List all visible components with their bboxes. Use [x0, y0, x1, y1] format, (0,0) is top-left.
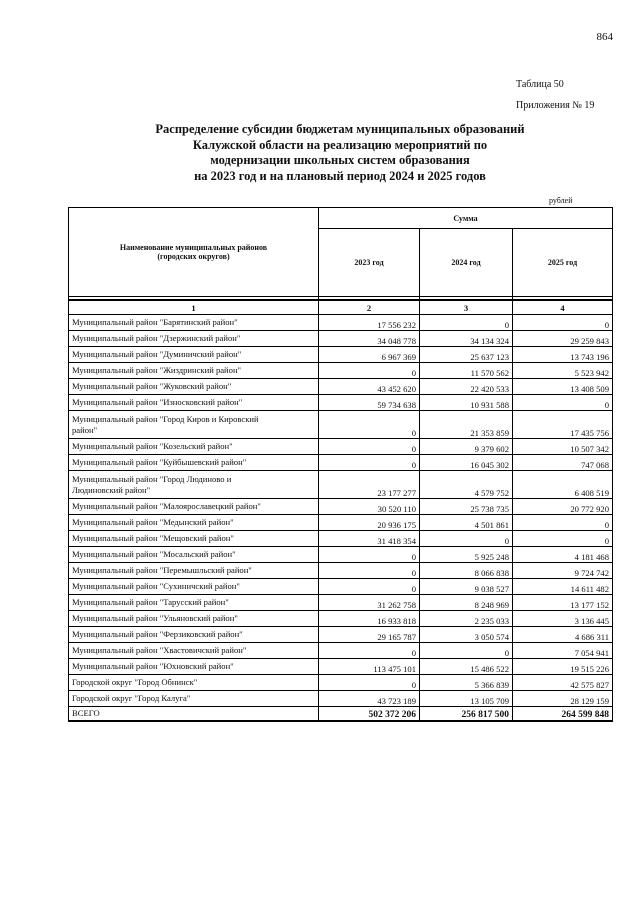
table-row [69, 611, 613, 627]
table-row [69, 363, 613, 379]
municipality-name-line: Муниципальный район "Думиничский район" [72, 349, 242, 359]
title-line: на 2023 год и на плановый период 2024 и 2025 годов [194, 168, 486, 183]
amount-2024: 2 235 033 [420, 611, 513, 627]
total-label: ВСЕГО [69, 707, 319, 722]
municipality-name [69, 659, 319, 675]
table-row [69, 595, 613, 611]
header-year-2023: 2023 год [319, 229, 420, 297]
amount-2023: 30 520 110 [319, 499, 420, 515]
amount-2023: 0 [319, 563, 420, 579]
amount-2025: 3 136 445 [513, 611, 613, 627]
amount-2024: 0 [420, 531, 513, 547]
amount-2025: 20 772 920 [513, 499, 613, 515]
amount-2025: 747 068 [513, 455, 613, 471]
title-line: Калужской области на реализацию мероприятий по [192, 137, 488, 152]
table-row [69, 627, 613, 643]
amount-2024: 13 105 709 [420, 691, 513, 707]
municipality-name-line: Муниципальный район "Тарусский район" [72, 597, 229, 607]
table-row [69, 643, 613, 659]
municipality-name-line: Муниципальный район "Сухиничский район" [72, 581, 240, 591]
header-line: (городских округов) [157, 252, 230, 261]
municipality-name [69, 515, 319, 531]
municipality-name-line: Муниципальный район "Город Киров и Кировский [72, 413, 259, 424]
header-year-2025: 2025 год [513, 229, 613, 297]
amount-2025: 0 [513, 515, 613, 531]
table-row [69, 675, 613, 691]
municipality-name-line: Муниципальный район "Дзержинский район" [72, 333, 241, 343]
amount-2023: 59 734 638 [319, 395, 420, 411]
amount-2023: 29 165 787 [319, 627, 420, 643]
table-row [69, 315, 613, 331]
municipality-name [69, 675, 319, 691]
units-label: рублей [549, 196, 573, 205]
amount-2025: 29 259 843 [513, 331, 613, 347]
amount-2025: 13 408 509 [513, 379, 613, 395]
total-row [69, 707, 613, 722]
municipality-name [69, 595, 319, 611]
page-number: 864 [596, 31, 613, 43]
municipality-name-line: Муниципальный район "Юхновский район" [72, 661, 234, 671]
table-row [69, 515, 613, 531]
amount-2023: 43 723 189 [319, 691, 420, 707]
municipality-name-line: Муниципальный район "Медынский район" [72, 517, 234, 527]
amount-2025: 14 611 482 [513, 579, 613, 595]
table-row [69, 395, 613, 411]
amount-2025: 28 129 159 [513, 691, 613, 707]
title-line: модернизации школьных систем образования [210, 153, 470, 167]
amount-2023: 0 [319, 547, 420, 563]
amount-2024: 4 501 861 [420, 515, 513, 531]
header-line: Наименование муниципальных районов [119, 243, 268, 252]
municipality-name-line: Муниципальный район "Козельский район" [72, 441, 233, 451]
amount-2023: 0 [319, 363, 420, 379]
municipality-name [69, 411, 319, 439]
amount-2024: 4 579 752 [420, 471, 513, 499]
amount-2024: 21 353 859 [420, 411, 513, 439]
amount-2023: 6 967 369 [319, 347, 420, 363]
amount-2025: 6 408 519 [513, 471, 613, 499]
header-sum: Сумма [319, 208, 613, 229]
total-2025: 264 599 848 [513, 707, 613, 722]
municipality-name [69, 547, 319, 563]
amount-2023: 43 452 620 [319, 379, 420, 395]
municipality-name [69, 379, 319, 395]
municipality-name [69, 331, 319, 347]
amount-2024: 22 420 533 [420, 379, 513, 395]
municipality-name-line: Муниципальный район "Мосальский район" [72, 549, 236, 559]
header-municipality [69, 208, 319, 297]
municipality-name [69, 611, 319, 627]
municipality-name-line: Муниципальный район "Малоярославецкий район" [72, 501, 261, 511]
amount-2024: 8 248 969 [420, 595, 513, 611]
column-number: 2 [319, 300, 420, 315]
amount-2023: 0 [319, 643, 420, 659]
appendix-reference: Приложения № 19 [516, 100, 595, 111]
municipality-name [69, 471, 319, 499]
column-number: 1 [69, 300, 319, 315]
municipality-name-line: Муниципальный район "Жиздринский район" [72, 365, 242, 375]
municipality-name [69, 627, 319, 643]
table-row [69, 563, 613, 579]
amount-2023: 16 933 818 [319, 611, 420, 627]
subsidy-table [68, 207, 613, 722]
amount-2024: 9 379 602 [420, 439, 513, 455]
title-line: Распределение субсидии бюджетам муниципальных образований [155, 122, 525, 136]
amount-2025: 13 743 196 [513, 347, 613, 363]
municipality-name [69, 643, 319, 659]
municipality-name [69, 363, 319, 379]
amount-2023: 20 936 175 [319, 515, 420, 531]
table-row [69, 347, 613, 363]
amount-2024: 5 366 839 [420, 675, 513, 691]
header-year-2024: 2024 год [420, 229, 513, 297]
amount-2025: 0 [513, 315, 613, 331]
table-body [69, 315, 613, 707]
total-2024: 256 817 500 [420, 707, 513, 722]
municipality-name-line: Муниципальный район "Ульяновский район" [72, 613, 238, 623]
amount-2025: 5 523 942 [513, 363, 613, 379]
municipality-name [69, 499, 319, 515]
amount-2024: 25 738 735 [420, 499, 513, 515]
table-row [69, 411, 613, 439]
amount-2025: 10 507 342 [513, 439, 613, 455]
municipality-name-line: Городской округ "Город Обнинск" [72, 677, 198, 687]
municipality-name [69, 691, 319, 707]
municipality-name-line: Муниципальный район "Ферзиковский район" [72, 629, 243, 639]
municipality-name-line: Муниципальный район "Износковский район" [72, 397, 243, 407]
amount-2025: 7 054 941 [513, 643, 613, 659]
municipality-name [69, 439, 319, 455]
amount-2025: 0 [513, 531, 613, 547]
amount-2023: 23 177 277 [319, 471, 420, 499]
municipality-name [69, 315, 319, 331]
amount-2023: 0 [319, 579, 420, 595]
table-row [69, 531, 613, 547]
amount-2024: 11 570 562 [420, 363, 513, 379]
table-row [69, 439, 613, 455]
amount-2023: 34 048 778 [319, 331, 420, 347]
amount-2025: 0 [513, 395, 613, 411]
municipality-name-line: Людиновский район" [72, 484, 151, 495]
document-title [110, 122, 570, 184]
amount-2024: 5 925 248 [420, 547, 513, 563]
table-row [69, 579, 613, 595]
amount-2025: 9 724 742 [513, 563, 613, 579]
amount-2024: 0 [420, 315, 513, 331]
column-number: 3 [420, 300, 513, 315]
municipality-name-line: район" [72, 424, 98, 435]
amount-2023: 0 [319, 675, 420, 691]
municipality-name [69, 347, 319, 363]
column-number: 4 [513, 300, 613, 315]
municipality-name-line: Муниципальный район "Жуковский район" [72, 381, 232, 391]
municipality-name [69, 563, 319, 579]
amount-2025: 4 181 468 [513, 547, 613, 563]
amount-2025: 13 177 152 [513, 595, 613, 611]
amount-2024: 9 038 527 [420, 579, 513, 595]
amount-2024: 3 050 574 [420, 627, 513, 643]
amount-2023: 0 [319, 411, 420, 439]
municipality-name-line: Муниципальный район "Барятинский район" [72, 317, 238, 327]
municipality-name-line: Муниципальный район "Куйбышевский район" [72, 457, 247, 467]
amount-2024: 34 134 324 [420, 331, 513, 347]
amount-2024: 15 486 522 [420, 659, 513, 675]
total-2023: 502 372 206 [319, 707, 420, 722]
table-row [69, 547, 613, 563]
municipality-name-line: Муниципальный район "Город Людиново и [72, 473, 232, 484]
table-row [69, 331, 613, 347]
amount-2023: 17 556 232 [319, 315, 420, 331]
table-row [69, 379, 613, 395]
amount-2024: 10 931 588 [420, 395, 513, 411]
amount-2024: 8 066 838 [420, 563, 513, 579]
municipality-name-line: Муниципальный район "Хвастовичский район" [72, 645, 247, 655]
municipality-name [69, 455, 319, 471]
amount-2025: 42 575 827 [513, 675, 613, 691]
municipality-name-line: Муниципальный район "Перемышльский район" [72, 565, 252, 575]
amount-2024: 0 [420, 643, 513, 659]
amount-2024: 25 637 123 [420, 347, 513, 363]
table-row [69, 455, 613, 471]
amount-2023: 113 475 101 [319, 659, 420, 675]
amount-2025: 19 515 226 [513, 659, 613, 675]
amount-2024: 16 045 302 [420, 455, 513, 471]
municipality-name [69, 531, 319, 547]
amount-2023: 31 262 758 [319, 595, 420, 611]
table-row [69, 499, 613, 515]
amount-2025: 4 686 311 [513, 627, 613, 643]
municipality-name-line: Муниципальный район "Мещовский район" [72, 533, 234, 543]
municipality-name-line: Городской округ "Город Калуга" [72, 693, 191, 703]
municipality-name [69, 579, 319, 595]
amount-2023: 31 418 354 [319, 531, 420, 547]
table-reference: Таблица 50 [516, 79, 564, 90]
amount-2025: 17 435 756 [513, 411, 613, 439]
table-row [69, 691, 613, 707]
column-number-row [69, 300, 613, 315]
amount-2023: 0 [319, 439, 420, 455]
municipality-name [69, 395, 319, 411]
amount-2023: 0 [319, 455, 420, 471]
table-row [69, 471, 613, 499]
table-row [69, 659, 613, 675]
